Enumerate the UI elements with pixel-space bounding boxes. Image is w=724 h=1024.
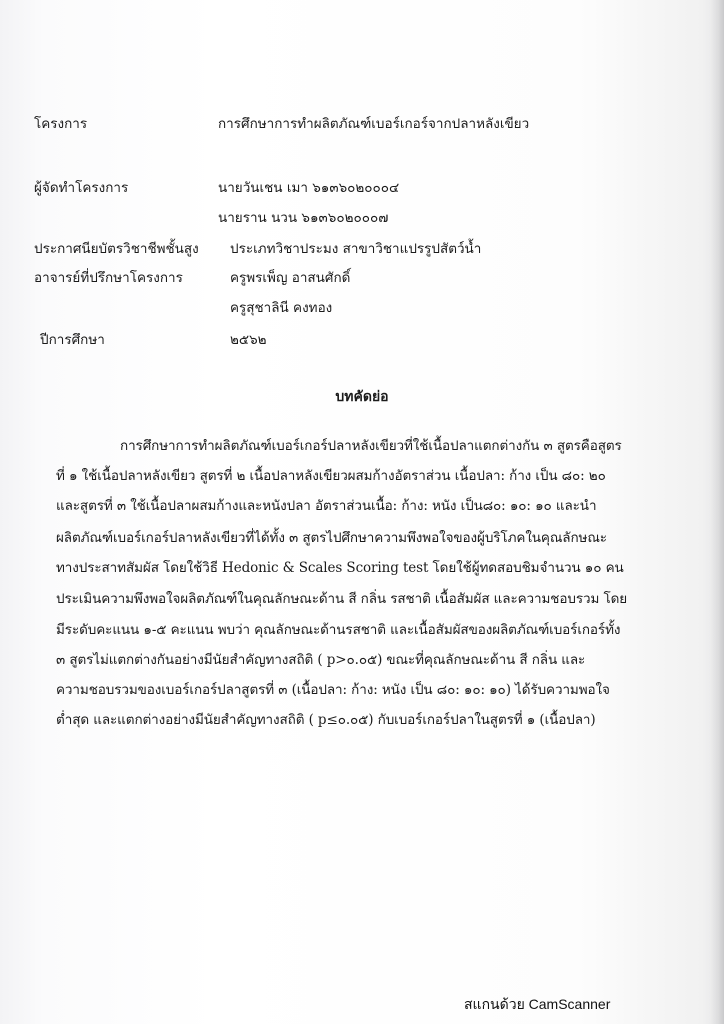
abstract-line-3: และสูตรที่ ๓ ใช้เนื้อปลาผสมก้างและหนังปลา อัตราส่วนเนื้อ: ก้าง: หนัง เป็น๘๐: ๑๐: ๑๐ และนำ xyxy=(56,498,597,514)
certificate-value: ประเภทวิชาประมง สาขาวิชาแปรรูปสัตว์น้ำ xyxy=(230,241,482,257)
camscanner-watermark: สแกนด้วย CamScanner xyxy=(464,996,611,1012)
organizers-label: ผู้จัดทำโครงการ xyxy=(34,180,129,196)
abstract-line-5: ทางประสาทสัมผัส โดยใช้วิธี Hedonic & Scales Scoring test โดยใช้ผู้ทดสอบชิมจำนวน ๑๐ คน xyxy=(56,560,624,576)
project-label: โครงการ xyxy=(34,116,88,132)
project-title: การศึกษาการทำผลิตภัณฑ์เบอร์เกอร์จากปลาหลังเขียว xyxy=(218,116,530,132)
advisor-name-2: ครูสุชาลินี คงทอง xyxy=(230,300,333,316)
year-value: ๒๕๖๒ xyxy=(230,332,267,348)
page-edge-shadow xyxy=(710,0,724,1024)
advisors-label: อาจารย์ที่ปรึกษาโครงการ xyxy=(34,270,183,286)
advisor-name-1: ครูพรเพ็ญ อาสนศักดิ์ xyxy=(230,270,351,286)
abstract-line-8: ๓ สูตรไม่แตกต่างกันอย่างมีนัยสำคัญทางสถิติ ( p>๐.๐๕) ขณะที่คุณลักษณะด้าน สี กลิ่น และ xyxy=(56,652,586,668)
abstract-line-9: ความชอบรวมของเบอร์เกอร์ปลาสูตรที่ ๓ (เนื้อปลา: ก้าง: หนัง เป็น ๘๐: ๑๐: ๑๐) ได้รับความพอใจ xyxy=(56,682,610,698)
abstract-line-6: ประเมินความพึงพอใจผลิตภัณฑ์ในคุณลักษณะด้าน สี กลิ่น รสชาติ เนื้อสัมผัส และความชอบรวม โดย xyxy=(56,591,628,607)
abstract-title: บทคัดย่อ xyxy=(335,389,389,405)
abstract-line-7: มีระดับคะแนน ๑-๕ คะแนน พบว่า คุณลักษณะด้านรสชาติ และเนื้อสัมผัสของผลิตภัณฑ์เบอร์เกอร์ทั้ง xyxy=(56,622,621,638)
certificate-label: ประกาศนียบัตรวิชาชีพชั้นสูง xyxy=(34,241,199,257)
organizer-name-2: นายราน นวน ๖๑๓๖๐๒๐๐๐๗ xyxy=(218,210,389,226)
abstract-line-10: ต่ำสุด และแตกต่างอย่างมีนัยสำคัญทางสถิติ ( p≤๐.๐๕) กับเบอร์เกอร์ปลาในสูตรที่ ๑ (เนื้อปลา) xyxy=(56,712,596,728)
abstract-line-1: การศึกษาการทำผลิตภัณฑ์เบอร์เกอร์ปลาหลังเขียวที่ใช้เนื้อปลาแตกต่างกัน ๓ สูตรคือสูตร xyxy=(120,438,622,454)
year-label: ปีการศึกษา xyxy=(40,332,105,348)
abstract-line-4: ผลิตภัณฑ์เบอร์เกอร์ปลาหลังเขียวที่ได้ทั้ง ๓ สูตรไปศึกษาความพึงพอใจของผู้บริโภคในคุณลักษณะ xyxy=(56,530,607,546)
organizer-name-1: นายวันเชน เมา ๖๑๓๖๐๒๐๐๐๔ xyxy=(218,180,400,196)
abstract-line-2: ที่ ๑ ใช้เนื้อปลาหลังเขียว สูตรที่ ๒ เนื้อปลาหลังเขียวผสมก้างอัตราส่วน เนื้อปลา: ก้าง เป็น ๘๐: ๒๐ xyxy=(56,468,606,484)
